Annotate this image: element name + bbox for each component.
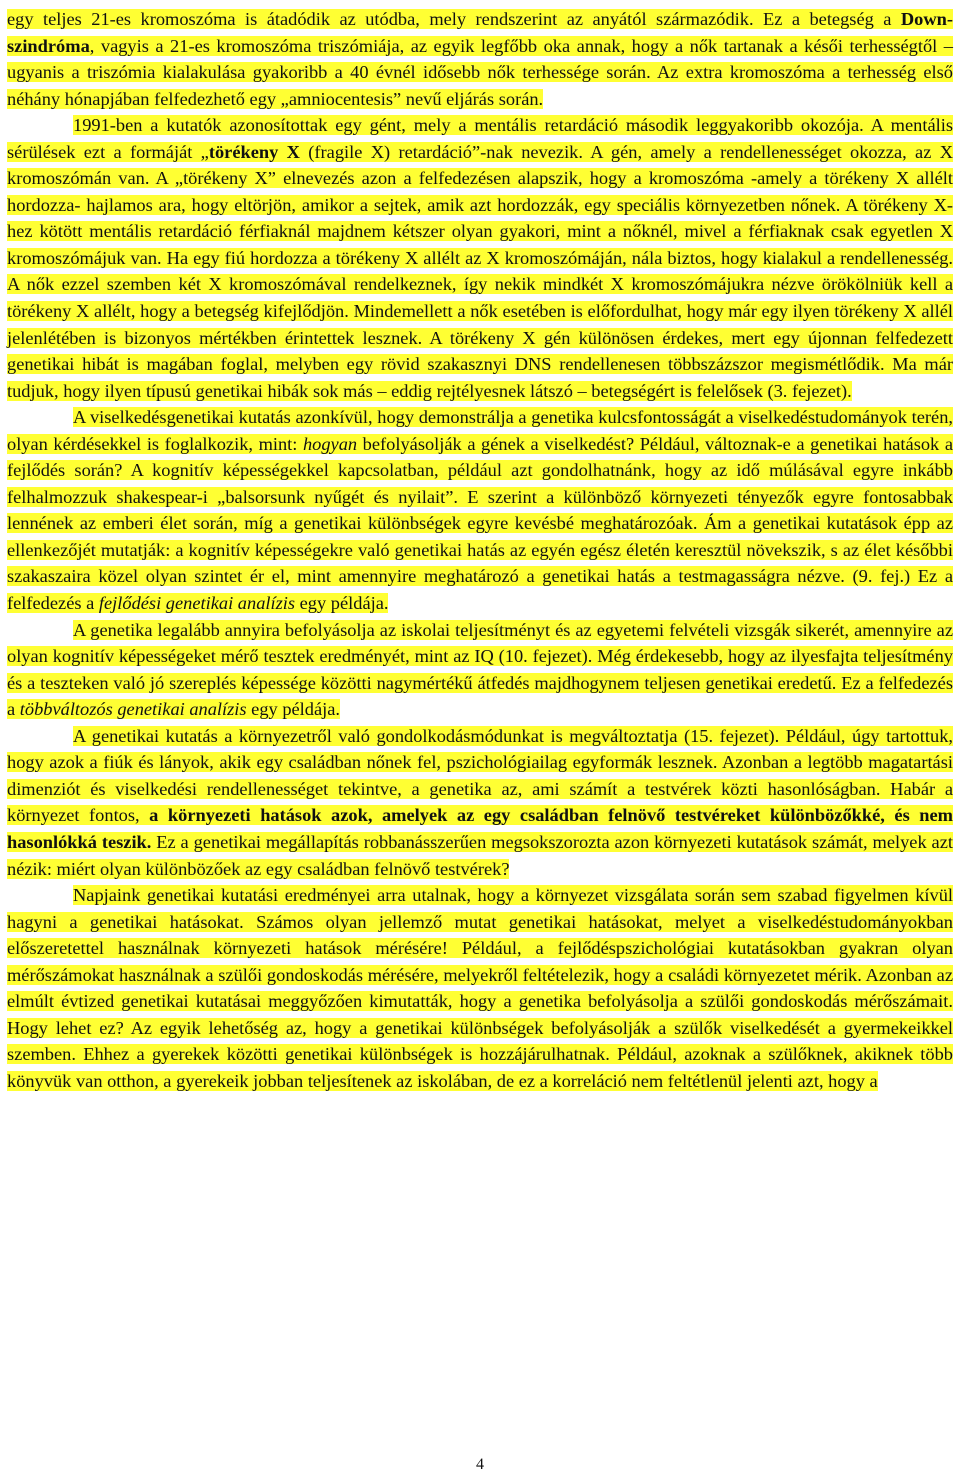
- term-multivariate-analysis: többváltozós genetikai analízis: [19, 699, 247, 720]
- text-span: , vagyis a 21-es kromoszóma triszómiája, az egyik legfőbb oka annak, hogy a nők tartanak a késői terhességtől – ugyanis a triszómia kialakulása gyakoribb a 40 évnél idősebb nők terhessége során. Az extra kromoszóma a terhesség első néhány hónapjában felfedezhető egy „amniocentesis” nevű eljárás során.: [7, 35, 953, 109]
- text-span: A genetikai kutatás a környezetről való gondolkodásmódunkat is megváltoztatja (15. fejezet). Például, úgy tartottuk, hogy azok a fiúk és lányok, akik egy családban nőnek fel, pszichológiailag egyformák lesznek. Azonban a legtöbb magatartási dimenziót és viselkedési rendellenességet tekintve, a genetika az, ami számít a testvérek közti hasonlóságban. Habár a környezet fontos,: [7, 725, 953, 826]
- text-span: A viselkedésgenetikai kutatás azonkívül, hogy demonstrálja a genetika kulcsfontosságát a viselkedéstudományok terén, olyan kérdésekkel is foglalkozik, mint:: [7, 407, 953, 454]
- text-span: egy példája.: [246, 699, 341, 720]
- text-span: (fragile X) retardáció”-nak nevezik. A gén, amely a rendellenességet okozza, az X kromoszómán van. A „törékeny X” elnevezés azon a felfedezésen alapszik, hogy a kromoszóma -amely a törékeny X allélt hordozza- hajlamos ara, hogy eltörjön, amikor a sejtek, amik azt hordozzák, egy speciális környezetben nőnek. A törékeny X-hez kötött mentális retardáció férfiaknál majdnem kétszer olyan gyakori, mint a nőknél, mivel a férfiaknak csak egyetlen X kromoszómájuk van. Ha egy fiú hordozza a törékeny X allélt az X kromoszómáján, nála biztos, hogy kialakul a rendellenesség. A nők ezzel szemben két X kromoszómával rendelkeznek, így nekik mindkét X kromoszómájukra nézve örökölniük kell a törékeny X allélt, hogy a betegség kifejlődjön. Mindemellett a nők esetében is előfordulhat, hogy már egy ilyen törékeny X allél jelenlétében is bizonyos mértékben érintettek lesznek. A törékeny X gén különösen érdekes, mert egy újonnan felfedezett genetikai hibát is magában foglal, melyben egy rövid szakasznyi DNS rendellenesen többszázszor megismétlődik. Ma már tudjuk, hogy ilyen típusú genetikai hibák sok más – eddig rejtélyesnek látszó – betegségért is felelősek (3. fejezet).: [7, 141, 954, 401]
- paragraph-multivariate: [7, 617, 953, 723]
- term-fragile-x: törékeny X: [208, 141, 300, 162]
- term-hogyan: hogyan: [302, 433, 358, 454]
- term-developmental-analysis: fejlődési genetikai analízis: [98, 593, 296, 614]
- text-span: Napjaink genetikai kutatási eredményei arra utalnak, hogy a környezet vizsgálata során sem szabad figyelmen kívül hagyni a genetikai hatásokat. Számos olyan jellemző mutat genetikai hatásokat, melyet a viselkedéstudományokban előszeretettel használnak környezeti hatások mérésére! Például, a fejlődéspszichológiai kutatásokban gyakran olyan mérőszámokat használnak a szülői gondoskodás mérésére, melyekről feltételezik, hogy a családi környezetet mérik. Azonban az elmúlt évtized genetikai kutatásai meggyőzően kimutatták, hogy a genetika befolyásolja a szülői gondoskodás mérőszámait. Hogy lehet ez? Az egyik lehetőség az, hogy a genetikai különbségek befolyásolják a szülők viselkedését a gyermekeikkel szemben. Ehhez a gyerekek közötti genetikai különbségek is hozzájárulhatnak. Például, azoknak a szülőknek, akiknek több könyvük van otthon, a gyerekeik jobban teljesítenek az iskolában, de ez a korreláció nem feltétlenül jelenti azt, hogy a: [7, 885, 953, 1091]
- text-span: A genetika legalább annyira befolyásolja az iskolai teljesítményt és az egyetemi felvételi vizsgák sikerét, amennyire az olyan kognitív képességeket mérő tesztek eredményét, mint az IQ (10. fejezet). Még érdekesebb, hogy az ilyesfajta teljesítmény és a teszteken való jó szereplés képessége közötti nagymértékű átfedés majdhogynem teljesen genetikai eredetű. Ez a felfedezés a: [7, 619, 953, 720]
- paragraph-fragile-x: [7, 112, 953, 404]
- text-span: befolyásolják a gének a viselkedést? Például, változnak-e a genetikai hatások a fejlődés során? A kognitív képességekkel kapcsolatban, például azt gondolhatnánk, hogy az idő múlásával egyre inkább felhalmozzuk shakespear-i „balsorsunk nyűgét és nyilait”. E szerint a különböző környezeti tényezők egyre fontosabbak lennének az emberi élet során, míg a genetikai különbségek egyre kevésbé meghatározóak. Ám a genetikai kutatások épp az ellenkezőjét mutatják: a kognitív képességekre való genetikai hatás az egyén egész életén keresztül növekszik, s az élet későbbi szakaszaira közel olyan szintet ér el, mint amennyire meghatározó a genetikai hatás a testmagasságra nézve. (9. fej.) Ez a felfedezés a: [7, 433, 953, 614]
- key-finding-bold: a környezeti hatások azok, amelyek az egy családban felnövő testvéreket különbözőkké, és nem hasonlókká teszik.: [7, 805, 953, 852]
- text-span: egy példája.: [295, 593, 389, 614]
- text-span: 1991-ben a kutatók azonosítottak egy gént, mely a mentális retardáció második leggyakoribb okozója. A mentális sérülések ezt a formáját „: [7, 115, 953, 162]
- text-span: Ez a genetikai megállapítás robbanásszerűen megsokszorozta azon környezeti kutatások számát, melyek azt nézik: miért olyan különbözőek az egy családban felnövő testvérek?: [7, 831, 953, 879]
- paragraph-development: [7, 404, 953, 616]
- paragraph-environment: [7, 723, 953, 882]
- paragraph-parenting: [7, 882, 953, 1094]
- text-span: egy teljes 21-es kromoszóma is átadódik az utódba, mely rendszerint az anyától származódik. Ez a betegség a: [7, 9, 901, 29]
- paragraph-down-syndrome: [7, 6, 953, 112]
- page-number: 4: [476, 1456, 484, 1473]
- term-down-syndrome: Down-szindróma: [7, 9, 953, 56]
